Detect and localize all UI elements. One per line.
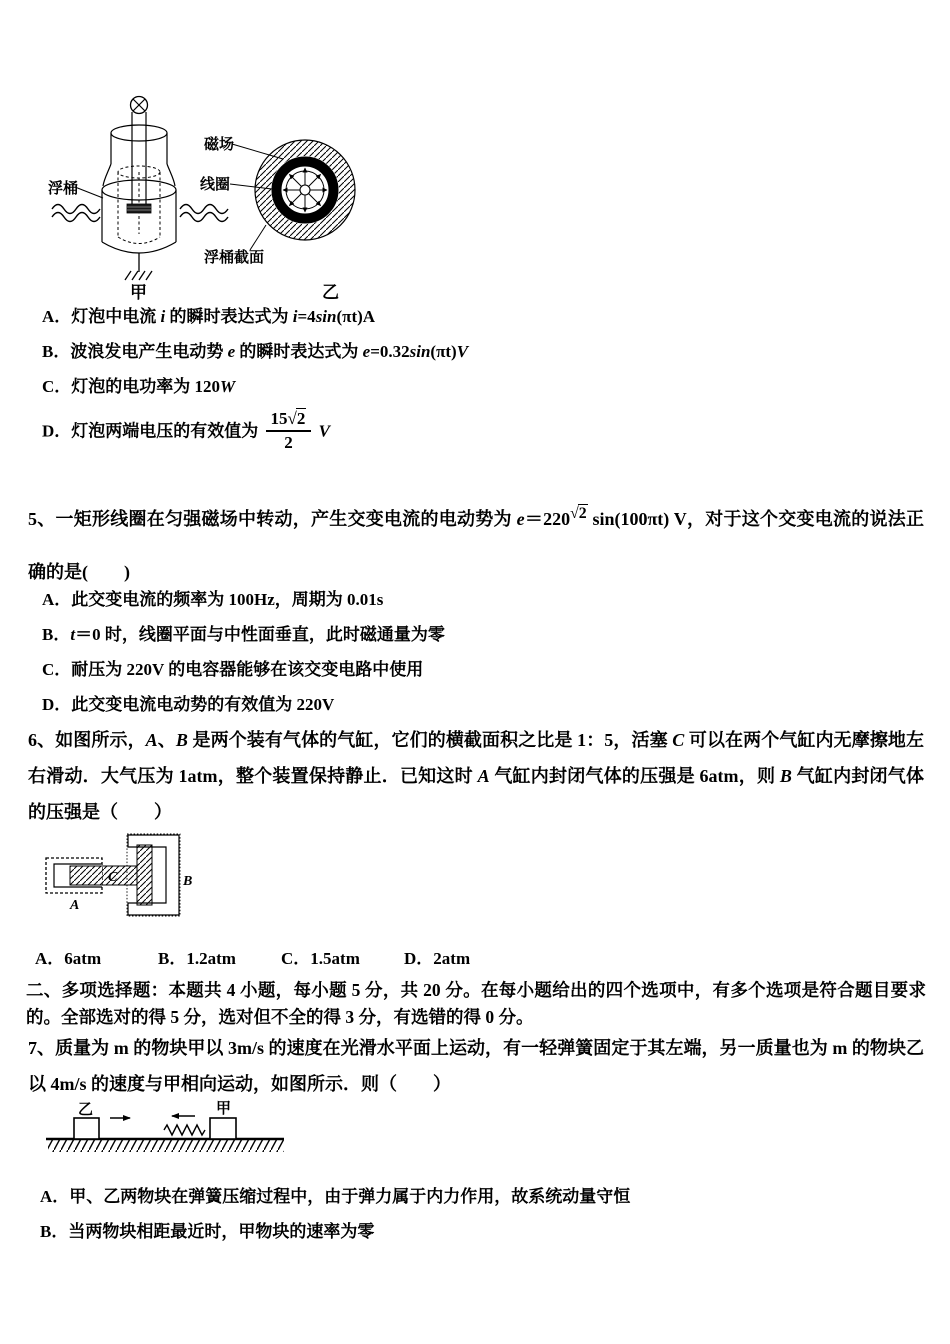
label-jiemian: 浮桶截面: [204, 250, 265, 266]
label-futong: 浮桶: [48, 181, 79, 197]
figure-blocks-spring: [40, 1098, 290, 1162]
piston-rod: [70, 866, 137, 885]
q5-option-b: B．t＝0 时，线圈平面与中性面垂直，此时磁通量为零: [42, 625, 445, 644]
block-yi: [74, 1118, 99, 1139]
block-jia: [210, 1118, 236, 1139]
cylinders-diagram: [44, 833, 199, 925]
label-c: C: [108, 870, 118, 885]
label-yi: 乙: [78, 1102, 94, 1118]
q4-option-d: D．灯泡两端电压的有效值为 $\frac{15√2}{2}$ V: [42, 409, 330, 452]
q4-option-c: C．灯泡的电功率为 120W: [42, 377, 236, 396]
q5-options: [42, 589, 912, 729]
q4-options: [42, 306, 912, 467]
label-jia: 甲: [130, 283, 147, 302]
label-jia: 甲: [216, 1101, 232, 1117]
q7-option-b: B．当两物块相距最近时，甲物块的速率为零: [40, 1222, 375, 1241]
label-cichang: 磁场: [204, 137, 235, 153]
label-xianquan: 线圈: [200, 177, 231, 193]
q5-stem: 5、一矩形线圈在匀强磁场中转动，产生交变电流的电动势为 e＝220√2 sin(100πt) V，对于这个交变电流的说法正确的是( ): [28, 505, 925, 582]
label-b: B: [183, 874, 193, 889]
q6-option-d: D．2atm: [404, 949, 471, 968]
q7-options: [40, 1186, 920, 1256]
q5-option-a: A．此交变电流的频率为 100Hz，周期为 0.01s: [42, 590, 384, 609]
buoy-diagram: [44, 92, 389, 307]
q6-stem: 6、如图所示，A、B 是两个装有气体的气缸，它们的横截面积之比是 1：5，活塞 C 可以在两个气缸内无摩擦地左右滑动．大气压为 1atm，整个装置保持静止．已知这时 A 气缸内封闭气体的压强是 6atm，则 B 气缸内封闭气体的压强是（ ）: [28, 730, 925, 822]
figure-buoy: [44, 92, 389, 307]
figure-cylinders: [44, 833, 199, 925]
q5-option-c: C．耐压为 220V 的电容器能够在该交变电路中使用: [42, 660, 424, 679]
spring: [164, 1125, 205, 1135]
piston-plate: [137, 845, 152, 905]
q6-option-b: B．1.2atm: [158, 949, 236, 968]
q5-option-d: D．此交变电流电动势的有效值为 220V: [42, 695, 335, 714]
q4-option-b: B．波浪发电产生电动势 e 的瞬时表达式为 e=0.32sin(πt)V: [42, 342, 469, 361]
coil-band: [127, 204, 151, 213]
q6-option-a: A．6atm: [35, 949, 102, 968]
blocks-diagram: [40, 1098, 290, 1162]
bulb-icon: [131, 97, 148, 114]
ground-symbol: [125, 253, 152, 280]
q4-option-a: A．灯泡中电流 i 的瞬时表达式为 i=4sin(πt)A: [42, 307, 376, 326]
q7-option-a: A．甲、乙两物块在弹簧压缩过程中，由于弹力属于内力作用，故系统动量守恒: [40, 1187, 631, 1206]
q6-options: [35, 948, 527, 970]
label-a: A: [70, 898, 80, 913]
ground-hatch: [48, 1139, 284, 1152]
q6-option-c: C．1.5atm: [281, 949, 360, 968]
q7-stem: 7、质量为 m 的物块甲以 3m/s 的速度在光滑水平面上运动，有一轻弹簧固定于其左端，另一质量也为 m 的物块乙以 4m/s 的速度与甲相向运动，如图所示．则（ ）: [28, 1038, 924, 1094]
section2-header: 二、多项选择题：本题共 4 小题，每小题 5 分，共 20 分。在每小题给出的四个选项中，有多个选项是符合题目要求的。全部选对的得 5 分，选对但不全的得 3 分，有选错的得 0 分。: [26, 980, 926, 1027]
label-yi: 乙: [322, 283, 339, 302]
